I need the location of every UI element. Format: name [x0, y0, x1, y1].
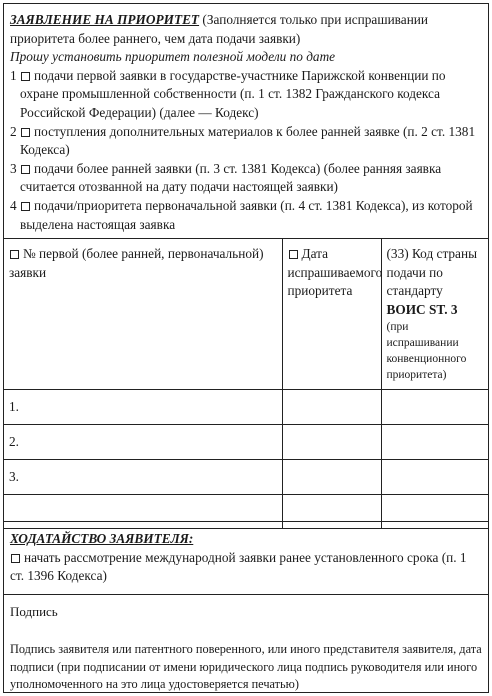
priority-option-1[interactable]	[10, 67, 482, 123]
header-priority-date: Дата испрашиваемого приоритета	[282, 239, 381, 390]
signature-note: Подпись заявителя или патентного поверенного, или иного представителя заявителя, дата подписи (при подписании от имени юридического лица подпись руководителя или иного уполномоченного на это лица удостоверяется печатью)	[10, 642, 482, 691]
row-number-cell[interactable]: 3.	[4, 460, 282, 495]
checkbox[interactable]	[289, 250, 298, 259]
checkbox[interactable]	[21, 72, 30, 81]
checkbox[interactable]	[10, 250, 19, 259]
petition-section	[4, 521, 488, 595]
option-text: подачи первой заявки в государстве-участнике Парижской конвенции по охране промышленной собственности (п. 1 ст. 1382 Гражданского кодекса Российской Федерации) (далее — Кодекс)	[20, 67, 446, 120]
priority-option-2[interactable]	[10, 123, 482, 160]
table-header-row	[4, 239, 488, 390]
priority-table	[4, 239, 488, 529]
priority-option-4[interactable]	[10, 197, 482, 234]
row-date-cell[interactable]	[282, 460, 381, 495]
priority-request: Прошу установить приоритет полезной модели по дате	[10, 49, 336, 65]
option-number: 3	[10, 160, 17, 176]
checkbox[interactable]	[21, 202, 30, 211]
priority-application-form	[3, 3, 489, 693]
priority-option-3[interactable]	[10, 160, 482, 197]
row-country-cell[interactable]	[381, 460, 488, 495]
option-text: подачи более ранней заявки (п. 3 ст. 1381 Кодекса) (более ранняя заявка считается отозванной на дату подачи настоящей заявки)	[20, 160, 442, 195]
checkbox[interactable]	[21, 165, 30, 174]
signature-label: Подпись	[10, 604, 58, 619]
petition-item[interactable]	[10, 549, 482, 586]
option-number: 4	[10, 197, 17, 213]
option-text: поступления дополнительных материалов к более ранней заявке (п. 2 ст. 1381 Кодекса)	[20, 123, 476, 158]
option-number: 1	[10, 67, 17, 83]
header-application-number: № первой (более ранней, первоначальной) заявки	[4, 239, 282, 390]
table-row	[4, 425, 488, 460]
row-number-cell[interactable]: 1.	[4, 390, 282, 425]
checkbox[interactable]	[11, 554, 20, 563]
row-date-cell[interactable]	[282, 390, 381, 425]
petition-item-text: начать рассмотрение международной заявки ранее установленного срока (п. 1 ст. 1396 Кодекса)	[10, 549, 467, 584]
checkbox[interactable]	[21, 128, 30, 137]
row-number-cell[interactable]: 2.	[4, 425, 282, 460]
header-country-code: (33) Код страны подачи по стандарту ВОИС ST. 3 (при испрашивании конвенционного приоритета)	[381, 239, 488, 390]
table-row	[4, 390, 488, 425]
table-row	[4, 460, 488, 495]
priority-statement-section	[4, 4, 488, 239]
row-country-cell[interactable]	[381, 425, 488, 460]
row-date-cell[interactable]	[282, 425, 381, 460]
option-text: подачи/приоритета первоначальной заявки (п. 4 ст. 1381 Кодекса), из которой выделена настоящая заявка	[20, 197, 473, 232]
option-number: 2	[10, 123, 17, 139]
priority-heading: ЗАЯВЛЕНИЕ НА ПРИОРИТЕТ	[10, 12, 200, 27]
priority-heading-note: (Заполняется только при испрашивании приоритета более раннего, чем дата подачи заявки)	[10, 12, 429, 46]
signature-section	[4, 595, 488, 692]
row-country-cell[interactable]	[381, 390, 488, 425]
petition-heading: ХОДАТАЙСТВО ЗАЯВИТЕЛЯ:	[10, 531, 194, 546]
